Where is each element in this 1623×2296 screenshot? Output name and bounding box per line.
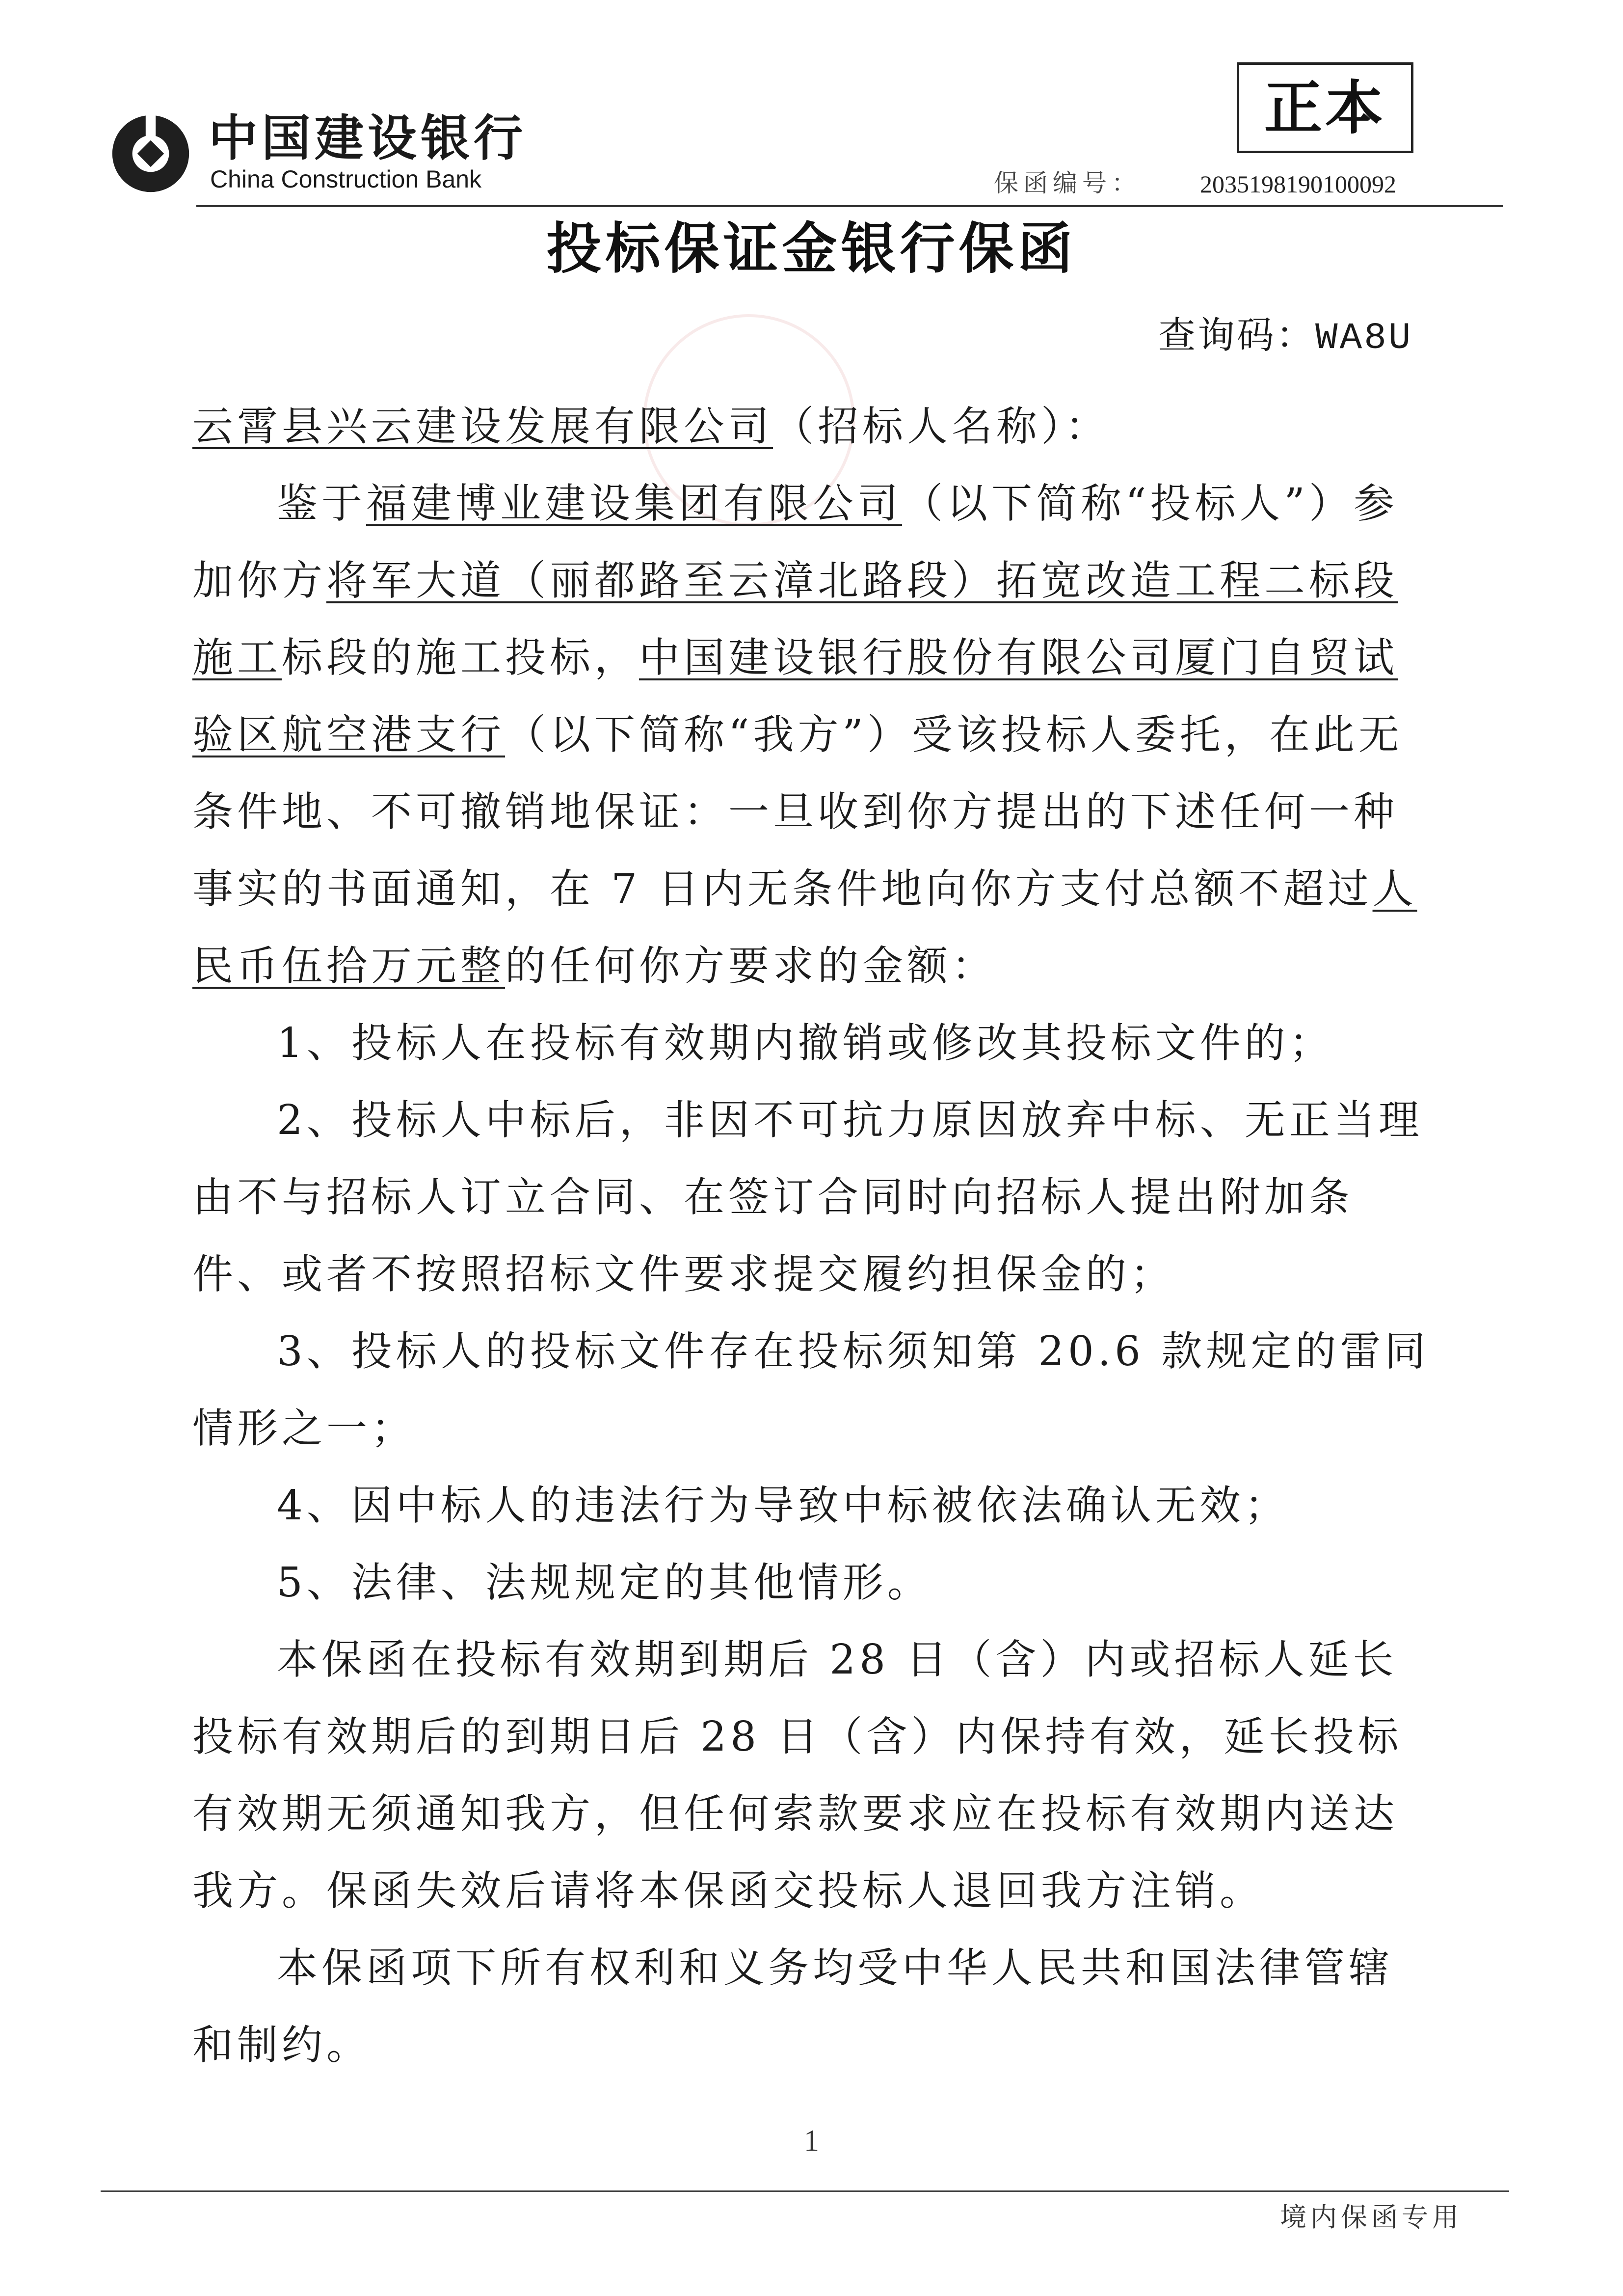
intro-text-3: 标段的施工投标，: [282, 634, 639, 681]
guarantee-number: 2035198190100092: [1200, 170, 1396, 198]
guarantee-body: [192, 388, 1432, 2083]
guarantee-number-label: 保函编号：: [994, 169, 1141, 197]
validity-paragraph: 本保函在投标有效期到期后 28 日（含）内或招标人延长投标有效期后的到期日后 28 日（含）内保持有效，延长投标有效期无须通知我方，但任何索款要求应在投标有效期内送达我方。保函失效后请将本保函交投标人退回我方注销。: [192, 1636, 1403, 1915]
ccb-logo-icon: [109, 112, 192, 195]
intro-text-5: 的任何你方要求的金额：: [505, 942, 996, 990]
intro-text-4: （以下简称“我方”）受该投标人委托，在此无条件地、不可撤销地保证：一旦收到你方提出的下述任何一种事实的书面通知，在 7 日内无条件地向你方支付总额不超过: [192, 711, 1403, 913]
query-code: WA8U: [1315, 317, 1413, 359]
header-divider: [196, 205, 1503, 207]
condition-item: 3、投标人的投标文件存在投标须知第 20.6 款规定的雷同情形之一；: [192, 1327, 1430, 1452]
governing-law-paragraph: 本保函项下所有权利和义务均受中华人民共和国法律管辖和制约。: [192, 1944, 1393, 2069]
condition-item: 4、因中标人的违法行为导致中标被依法确认无效；: [277, 1482, 1289, 1529]
copy-type-label: 正本: [1264, 74, 1386, 142]
project-name: 将军大道（丽都路至云漳北路段）拓宽改造工程二标段施工: [192, 557, 1398, 681]
intro-text-1: 鉴于: [277, 480, 366, 527]
guarantee-amount: 人民币伍拾万元整: [192, 865, 1417, 990]
page-number: 1: [804, 2124, 819, 2158]
bank-name-en: China Construction Bank: [210, 165, 482, 193]
condition-item: 1、投标人在投标有效期内撤销或修改其投标文件的；: [277, 1019, 1334, 1067]
issuing-bank-name: 中国建设银行股份有限公司厦门自贸试验区航空港支行: [192, 634, 1398, 758]
query-code-label: 查询码：: [1158, 313, 1315, 357]
bidder-name: 福建博业建设集团有限公司: [366, 480, 902, 527]
query-code-line: [1158, 313, 1413, 359]
addressee-name: 云霄县兴云建设发展有限公司: [192, 403, 773, 450]
addressee-line: [192, 388, 1432, 465]
condition-item: 5、法律、法规规定的其他情形。: [277, 1559, 932, 1606]
addressee-suffix: （招标人名称）：: [773, 403, 1110, 450]
footer-divider: [101, 2190, 1509, 2192]
footer-note: 境内保函专用: [1280, 2202, 1463, 2233]
intro-text-2: （以下简称“投标人”）参加你方: [192, 480, 1398, 604]
intro-paragraph: [192, 465, 1432, 1004]
bank-name-cn: 中国建设银行: [209, 109, 527, 167]
original-copy-stamp: [1237, 62, 1413, 153]
document-title: 投标保证金银行保函: [546, 216, 1077, 281]
condition-item: 2、投标人中标后，非因不可抗力原因放弃中标、无正当理由不与招标人订立合同、在签订合同时向招标人提出附加条件、或者不按照招标文件要求提交履约担保金的；: [192, 1096, 1423, 1298]
